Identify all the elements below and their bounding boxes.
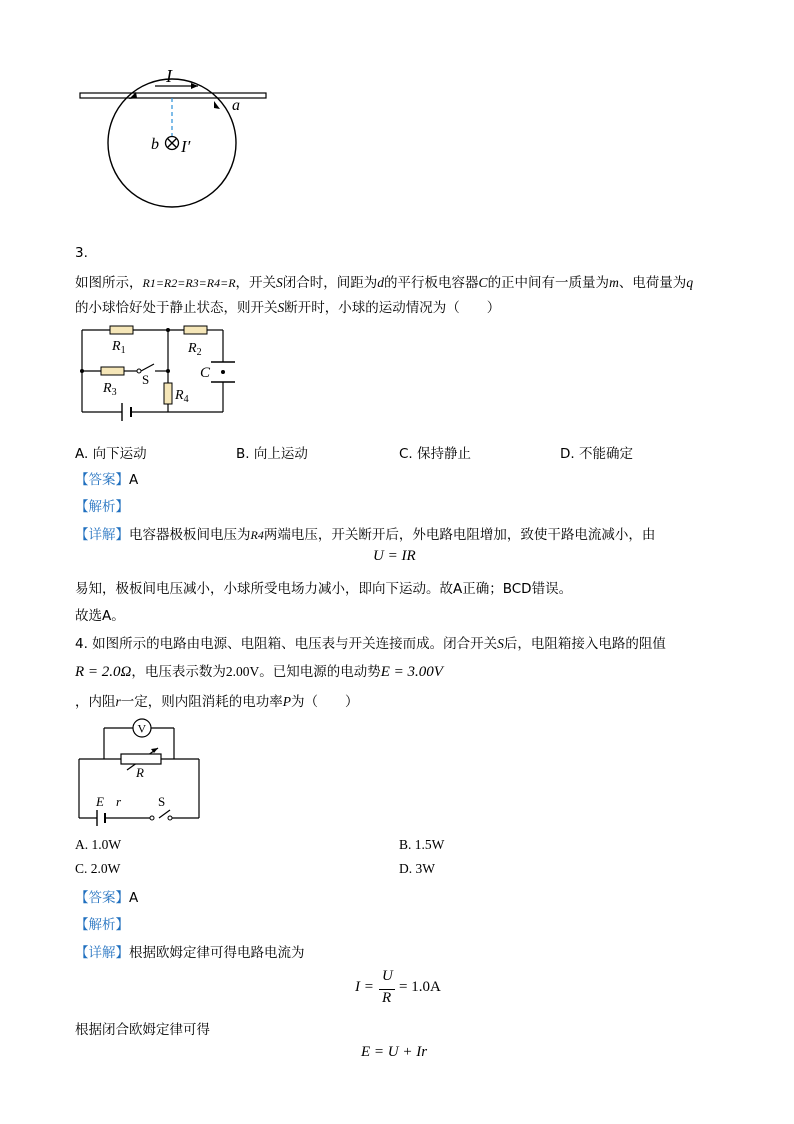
q4-stem-line1: 4. 如图所示的电路由电源、电阻箱、电压表与开关连接而成。闭合开关S后，电阻箱接入电路的阻值 [75,636,666,652]
voltmeter-label: V [137,721,147,736]
q4-option-d[interactable]: D. 3W [399,861,435,876]
resistor-r3 [101,367,124,375]
q3-choose: 故选A。 [75,608,125,624]
switch-label: S [142,372,150,387]
resistor-label: R [136,765,144,780]
current-iprime-label: I′ [181,137,191,156]
point-a-label: a [232,97,240,114]
q4-option-b[interactable]: B. 1.5W [399,837,445,852]
resistor-r2 [184,326,207,334]
q3-answer: 【答案】A [75,472,139,488]
q3-conclusion: 易知，极板间电压减小，小球所受电场力减小，即向下运动。故A正确；BCD错误。 [75,581,573,597]
r1-label: $R_1$ [112,339,126,356]
capacitor-label: C [200,365,211,381]
point-b-label: b [151,136,159,153]
q3-number: 3. [75,245,88,261]
r3-label: $R_3$ [103,381,117,398]
q3-option-d[interactable]: D. 不能确定 [560,446,633,462]
q3-detail: 【详解】电容器极板间电压为R4两端电压，开关断开后，外电路电阻增加，致使干路电流减小，由 [75,527,656,543]
q3-option-c[interactable]: C. 保持静止 [399,446,472,462]
q4-detail: 【详解】根据欧姆定律可得电路电流为 [75,945,305,961]
variable-resistor [121,754,161,764]
q3-option-b[interactable]: B. 向上运动 [236,446,308,462]
resistor-r1 [110,326,133,334]
charged-ball [221,370,225,374]
r4-label: $R_4$ [175,388,189,405]
q3-circuit [0,315,300,425]
q4-stem-line2: R = 2.0Ω，电压表示数为2.00V。已知电源的电动势E = 3.00V [75,664,443,680]
loop-arrow-right [214,101,220,109]
internal-r-label: r [116,794,122,809]
q3-analysis: 【解析】 [75,499,129,515]
emf-label: E [96,794,104,809]
q3-option-a[interactable]: A. 向下运动 [75,446,147,462]
q4-analysis: 【解析】 [75,917,129,933]
q4-stem-line3: ，内阻r一定，则内阻消耗的电功率P为（ ） [75,694,359,710]
q4-option-a[interactable]: A. 1.0W [75,837,122,852]
q3-stem-line1: 如图所示，R1=R2=R3=R4=R，开关S闭合时，间距为d的平行板电容器C的正中间有一质量为m、电荷量为q [75,275,694,291]
magnetic-field-figure [0,0,794,230]
switch-label: S [158,794,166,809]
q3-formula: U = IR [373,548,416,564]
q3-stem-line2: 的小球恰好处于静止状态，则开关S断开时，小球的运动情况为（ ） [75,300,501,316]
resistor-r4 [164,383,172,404]
q4-closed-circuit-text: 根据闭合欧姆定律可得 [75,1022,210,1038]
q4-option-c[interactable]: C. 2.0W [75,861,121,876]
current-label: I [166,66,172,86]
q4-answer: 【答案】A [75,890,139,906]
q4-formula-closed: E = U + Ir [361,1044,428,1060]
q4-circuit [0,712,300,830]
r2-label: $R_2$ [188,341,202,358]
